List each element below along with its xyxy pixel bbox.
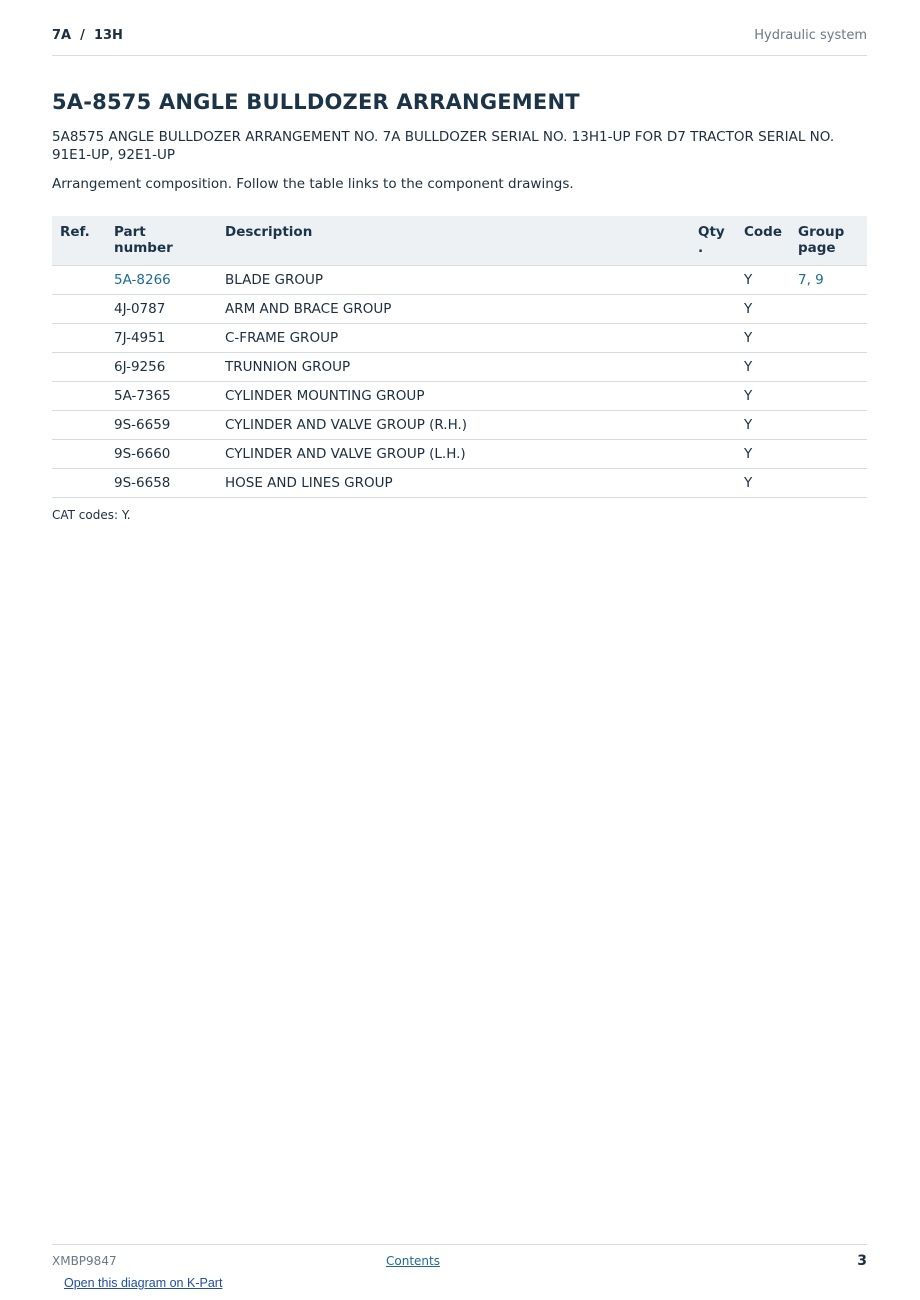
row-description: CYLINDER AND VALVE GROUP (L.H.) (217, 440, 690, 469)
cat-codes-note: CAT codes: Y. (52, 508, 131, 522)
row-code: Y (736, 266, 790, 295)
row-qty (690, 411, 736, 440)
row-description: HOSE AND LINES GROUP (217, 469, 690, 498)
row-qty (690, 295, 736, 324)
row-code: Y (736, 382, 790, 411)
row-description: BLADE GROUP (217, 266, 690, 295)
row-group-page (790, 440, 867, 469)
table-header-row (52, 216, 867, 266)
row-ref (52, 440, 106, 469)
row-code: Y (736, 411, 790, 440)
row-ref (52, 382, 106, 411)
header-qty: Qty . (690, 216, 736, 266)
document-id: XMBP9847 (52, 1254, 117, 1268)
row-ref (52, 266, 106, 295)
row-part-number: 9S-6658 (106, 469, 217, 498)
page-header (52, 28, 867, 56)
row-group-page (790, 324, 867, 353)
row-group-page (790, 266, 867, 295)
row-qty (690, 266, 736, 295)
page-title: 5A-8575 ANGLE BULLDOZER ARRANGEMENT (52, 90, 580, 114)
row-code: Y (736, 440, 790, 469)
open-k-part-link[interactable]: Open this diagram on K-Part (64, 1276, 223, 1290)
parts-table (52, 216, 867, 498)
header-group-page: Group page (790, 216, 867, 266)
row-code: Y (736, 324, 790, 353)
header-code: Code (736, 216, 790, 266)
section-name: Hydraulic system (754, 28, 867, 43)
row-part-number: 6J-9256 (106, 353, 217, 382)
table-row (52, 440, 867, 469)
row-ref (52, 295, 106, 324)
row-code: Y (736, 353, 790, 382)
row-group-page (790, 382, 867, 411)
table-row (52, 411, 867, 440)
row-qty (690, 440, 736, 469)
page-footer (52, 1244, 867, 1271)
header-description: Description (217, 216, 690, 266)
row-group-page (790, 411, 867, 440)
table-row (52, 266, 867, 295)
row-ref (52, 324, 106, 353)
intro-text: Arrangement composition. Follow the table links to the component drawings. (52, 176, 574, 192)
row-part-number: 7J-4951 (106, 324, 217, 353)
row-part-number: 5A-7365 (106, 382, 217, 411)
row-qty (690, 469, 736, 498)
table-row (52, 469, 867, 498)
table-row (52, 295, 867, 324)
row-qty (690, 324, 736, 353)
header-ref: Ref. (52, 216, 106, 266)
table-row (52, 382, 867, 411)
arrangement-subtitle: 5A8575 ANGLE BULLDOZER ARRANGEMENT NO. 7A BULLDOZER SERIAL NO. 13H1-UP FOR D7 TRACTOR SERIAL NO. 91E1-UP, 92E1-UP (52, 129, 835, 163)
breadcrumb: 7A / 13H (52, 28, 123, 43)
row-code: Y (736, 469, 790, 498)
page-number: 3 (857, 1253, 867, 1269)
row-group-page (790, 469, 867, 498)
row-part-number: 9S-6660 (106, 440, 217, 469)
row-ref (52, 411, 106, 440)
header-part-number: Part number (106, 216, 217, 266)
row-ref (52, 469, 106, 498)
row-description: CYLINDER MOUNTING GROUP (217, 382, 690, 411)
group-page-link[interactable]: 7, 9 (798, 272, 824, 288)
row-group-page (790, 353, 867, 382)
table-row (52, 324, 867, 353)
row-code: Y (736, 295, 790, 324)
row-part-number (106, 266, 217, 295)
row-part-number: 9S-6659 (106, 411, 217, 440)
table-row (52, 353, 867, 382)
row-ref (52, 353, 106, 382)
row-qty (690, 353, 736, 382)
row-description: C-FRAME GROUP (217, 324, 690, 353)
row-group-page (790, 295, 867, 324)
row-description: ARM AND BRACE GROUP (217, 295, 690, 324)
row-description: TRUNNION GROUP (217, 353, 690, 382)
row-part-number: 4J-0787 (106, 295, 217, 324)
row-qty (690, 382, 736, 411)
part-number-link[interactable]: 5A-8266 (114, 272, 171, 288)
row-description: CYLINDER AND VALVE GROUP (R.H.) (217, 411, 690, 440)
contents-link[interactable]: Contents (386, 1254, 440, 1268)
